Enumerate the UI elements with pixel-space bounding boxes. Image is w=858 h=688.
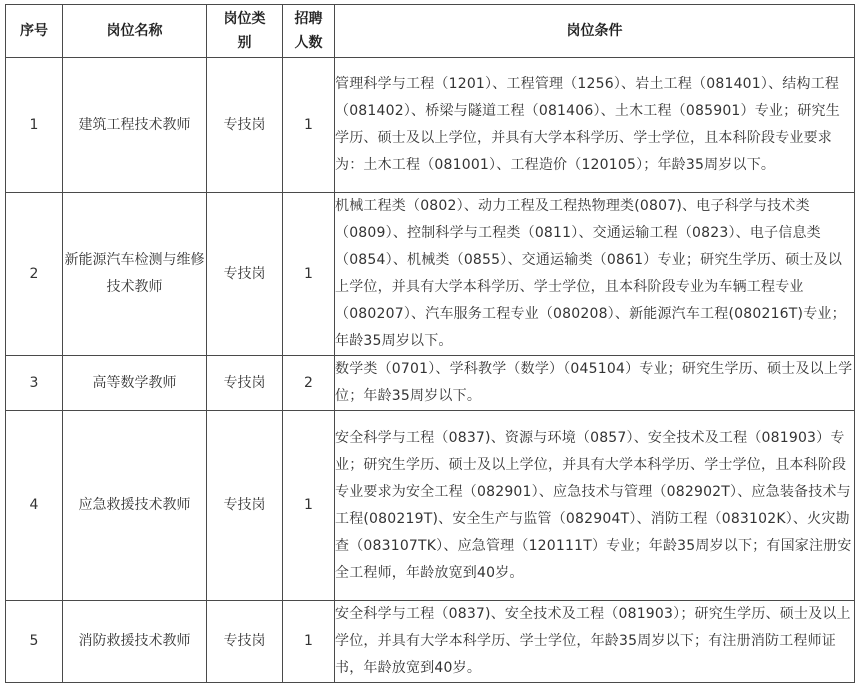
cell-type: 专技岗	[207, 601, 283, 683]
cell-cond: 管理科学与工程（1201）、工程管理（1256）、岩土工程（081401）、结构工程（081402）、桥梁与隧道工程（081406）、土木工程（085901）专业；研究生学历、硕士及以上学位，并具有大学本科学历、学士学位，且本科阶段专业要求为：土木工程（081001）、工程造价（120105）；年龄35周岁以下。	[335, 58, 855, 193]
cell-count: 1	[283, 601, 335, 683]
recruitment-table	[5, 4, 855, 683]
cell-count: 1	[283, 411, 335, 601]
cell-cond: 机械工程类（0802）、动力工程及工程热物理类(0807)、电子科学与技术类（0809）、控制科学与工程类（0811）、交通运输工程（0823）、电子信息类（0854）、机械类（0855）、交通运输类（0861）专业；研究生学历、硕士及以上学位，并具有大学本科学历、学士学位，且本科阶段专业为车辆工程专业（080207）、汽车服务工程专业（080208）、新能源汽车工程(080216T)专业；年龄35周岁以下。	[335, 193, 855, 356]
header-row	[6, 5, 855, 58]
cell-cond: 安全科学与工程（0837)、安全技术及工程（081903）；研究生学历、硕士及以上学位，并具有大学本科学历、学士学位，年龄35周岁以下；有注册消防工程师证书，年龄放宽到40岁。	[335, 601, 855, 683]
table-row	[6, 356, 855, 411]
cell-seq: 4	[6, 411, 63, 601]
cell-type: 专技岗	[207, 58, 283, 193]
header-cond: 岗位条件	[335, 5, 855, 58]
cell-name: 高等数学教师	[63, 356, 207, 411]
header-type: 岗位类别	[207, 5, 283, 58]
cell-name: 新能源汽车检测与维修技术教师	[63, 193, 207, 356]
cell-seq: 5	[6, 601, 63, 683]
cell-name: 消防救援技术教师	[63, 601, 207, 683]
cell-type: 专技岗	[207, 356, 283, 411]
header-count: 招聘人数	[283, 5, 335, 58]
cell-name: 应急救援技术教师	[63, 411, 207, 601]
cell-cond: 安全科学与工程（0837)、资源与环境（0857）、安全技术及工程（081903）专业；研究生学历、硕士及以上学位，并具有大学本科学历、学士学位，且本科阶段专业要求为安全工程（082901）、应急技术与管理（082902T）、应急装备技术与工程(080219T)、安全生产与监管（082904T）、消防工程（083102K）、火灾勘查（083107TK）、应急管理（120111T）专业；年龄35周岁以下；有国家注册安全工程师，年龄放宽到40岁。	[335, 411, 855, 601]
cell-name: 建筑工程技术教师	[63, 58, 207, 193]
table-row	[6, 411, 855, 601]
table-row	[6, 58, 855, 193]
table-row	[6, 193, 855, 356]
cell-count: 1	[283, 58, 335, 193]
cell-seq: 2	[6, 193, 63, 356]
cell-count: 2	[283, 356, 335, 411]
table-row	[6, 601, 855, 683]
cell-count: 1	[283, 193, 335, 356]
header-seq: 序号	[6, 5, 63, 58]
cell-seq: 3	[6, 356, 63, 411]
cell-cond: 数学类（0701）、学科教学（数学）（045104）专业；研究生学历、硕士及以上学位；年龄35周岁以下。	[335, 356, 855, 411]
cell-type: 专技岗	[207, 411, 283, 601]
header-name: 岗位名称	[63, 5, 207, 58]
cell-type: 专技岗	[207, 193, 283, 356]
cell-seq: 1	[6, 58, 63, 193]
